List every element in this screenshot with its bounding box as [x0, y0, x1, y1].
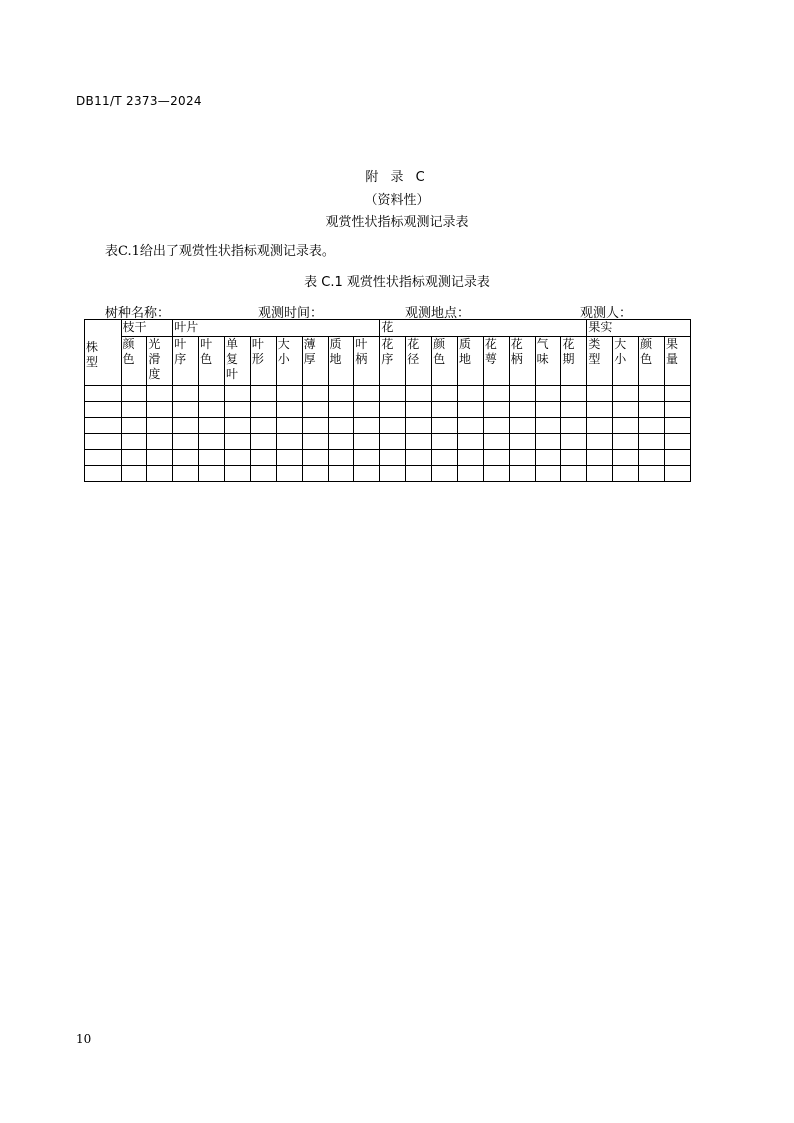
table-cell[interactable]: [457, 418, 483, 434]
table-cell[interactable]: [380, 402, 406, 418]
table-cell[interactable]: [587, 418, 613, 434]
column-header: 大小: [613, 337, 639, 386]
document-code: DB11/T 2373—2024: [76, 94, 202, 108]
table-cell[interactable]: [276, 418, 302, 434]
table-cell[interactable]: [613, 386, 639, 402]
table-cell[interactable]: [121, 418, 147, 434]
table-cell[interactable]: [406, 450, 432, 466]
table-cell[interactable]: [250, 418, 276, 434]
table-cell[interactable]: [147, 402, 173, 418]
table-cell[interactable]: [457, 450, 483, 466]
table-cell[interactable]: [328, 386, 354, 402]
table-cell[interactable]: [199, 450, 225, 466]
table-cell[interactable]: [457, 386, 483, 402]
table-cell[interactable]: [147, 450, 173, 466]
table-row: [85, 386, 691, 402]
column-header: 单复叶: [225, 337, 251, 386]
table-cell[interactable]: [225, 450, 251, 466]
table-cell[interactable]: [250, 450, 276, 466]
table-cell[interactable]: [121, 402, 147, 418]
table-cell[interactable]: [250, 386, 276, 402]
table-cell[interactable]: [121, 386, 147, 402]
table-cell[interactable]: [483, 418, 509, 434]
place-label: 观测地点：: [405, 306, 471, 321]
table-cell[interactable]: [561, 450, 587, 466]
table-cell[interactable]: [354, 402, 380, 418]
table-cell[interactable]: [276, 402, 302, 418]
table-cell[interactable]: [535, 466, 561, 482]
table-cell[interactable]: [613, 418, 639, 434]
observer-label: 观测人：: [580, 306, 633, 321]
column-header: 类型: [587, 337, 613, 386]
column-header: 叶色: [199, 337, 225, 386]
column-header: 叶形: [250, 337, 276, 386]
table-cell[interactable]: [664, 402, 690, 418]
table-cell[interactable]: [302, 466, 328, 482]
table-cell[interactable]: [276, 386, 302, 402]
table-cell[interactable]: [302, 450, 328, 466]
table-cell[interactable]: [302, 418, 328, 434]
table-cell[interactable]: [457, 402, 483, 418]
table-cell[interactable]: [354, 386, 380, 402]
table-cell[interactable]: [587, 466, 613, 482]
table-cell[interactable]: [587, 402, 613, 418]
table-cell[interactable]: [173, 434, 199, 450]
table-cell[interactable]: [354, 450, 380, 466]
table-cell[interactable]: [302, 386, 328, 402]
table-row: [85, 450, 691, 466]
table-cell[interactable]: [121, 434, 147, 450]
column-header: 颜色: [121, 337, 147, 386]
table-cell[interactable]: [199, 386, 225, 402]
column-header: 质地: [457, 337, 483, 386]
table-cell[interactable]: [483, 450, 509, 466]
table-cell[interactable]: [639, 434, 665, 450]
table-cell[interactable]: [173, 450, 199, 466]
table-cell[interactable]: [225, 466, 251, 482]
table-cell[interactable]: [406, 466, 432, 482]
table-cell[interactable]: [483, 466, 509, 482]
table-cell[interactable]: [328, 434, 354, 450]
table-cell[interactable]: [432, 418, 458, 434]
table-cell[interactable]: [85, 450, 122, 466]
table-cell[interactable]: [250, 466, 276, 482]
table-cell[interactable]: [276, 434, 302, 450]
table-cell[interactable]: [457, 434, 483, 450]
table-cell[interactable]: [225, 402, 251, 418]
table-cell[interactable]: [173, 418, 199, 434]
table-cell[interactable]: [354, 466, 380, 482]
column-header: 花期: [561, 337, 587, 386]
table-row: [85, 402, 691, 418]
column-label-row: [85, 337, 691, 386]
table-cell[interactable]: [85, 418, 122, 434]
table-cell[interactable]: [509, 434, 535, 450]
table-cell[interactable]: [561, 386, 587, 402]
table-cell[interactable]: [121, 466, 147, 482]
time-label: 观测时间：: [258, 306, 324, 321]
table-cell[interactable]: [432, 386, 458, 402]
table-cell[interactable]: [199, 434, 225, 450]
table-cell[interactable]: [328, 418, 354, 434]
table-cell[interactable]: [509, 466, 535, 482]
table-cell[interactable]: [354, 434, 380, 450]
table-cell[interactable]: [302, 434, 328, 450]
table-cell[interactable]: [561, 418, 587, 434]
table-cell[interactable]: [587, 450, 613, 466]
table-cell[interactable]: [199, 418, 225, 434]
table-cell[interactable]: [432, 402, 458, 418]
table-cell[interactable]: [406, 386, 432, 402]
plant-form-header: 株型: [85, 320, 122, 386]
table-cell[interactable]: [380, 434, 406, 450]
table-cell[interactable]: [664, 466, 690, 482]
table-cell[interactable]: [664, 386, 690, 402]
column-header: 气味: [535, 337, 561, 386]
table-cell[interactable]: [354, 418, 380, 434]
table-cell[interactable]: [639, 402, 665, 418]
appendix-name: 观赏性状指标观测记录表: [325, 215, 469, 230]
table-cell[interactable]: [587, 434, 613, 450]
column-header: 颜色: [639, 337, 665, 386]
table-cell[interactable]: [147, 418, 173, 434]
table-cell[interactable]: [406, 418, 432, 434]
table-cell[interactable]: [664, 450, 690, 466]
table-cell[interactable]: [406, 434, 432, 450]
table-cell[interactable]: [380, 418, 406, 434]
table-caption: 表 C.1 观赏性状指标观测记录表: [304, 275, 490, 290]
observation-record-table: [84, 319, 691, 482]
table-cell[interactable]: [121, 450, 147, 466]
table-row: [85, 434, 691, 450]
table-cell[interactable]: [225, 386, 251, 402]
table-cell[interactable]: [613, 402, 639, 418]
table-cell[interactable]: [613, 450, 639, 466]
column-header: 颜色: [432, 337, 458, 386]
intro-paragraph: 表C.1给出了观赏性状指标观测记录表。: [105, 244, 335, 259]
table-cell[interactable]: [509, 418, 535, 434]
table-cell[interactable]: [406, 402, 432, 418]
group-header-row: [85, 320, 691, 337]
table-cell[interactable]: [432, 450, 458, 466]
table-cell[interactable]: [535, 402, 561, 418]
table-cell[interactable]: [276, 450, 302, 466]
table-cell[interactable]: [639, 418, 665, 434]
column-header: 薄厚: [302, 337, 328, 386]
table-cell[interactable]: [173, 386, 199, 402]
table-cell[interactable]: [432, 434, 458, 450]
group-header-fruit: 果实: [587, 320, 691, 337]
table-cell[interactable]: [432, 466, 458, 482]
group-header-flower: 花: [380, 320, 587, 337]
table-cell[interactable]: [199, 466, 225, 482]
table-cell[interactable]: [147, 434, 173, 450]
column-header: 花序: [380, 337, 406, 386]
column-header: 质地: [328, 337, 354, 386]
table-cell[interactable]: [639, 466, 665, 482]
table-cell[interactable]: [85, 386, 122, 402]
table-row: [85, 418, 691, 434]
group-header-branch: 枝干: [121, 320, 173, 337]
column-header: 花柄: [509, 337, 535, 386]
page-number: 10: [76, 1032, 92, 1046]
table-cell[interactable]: [173, 466, 199, 482]
appendix-nature: （资料性）: [364, 193, 430, 208]
table-cell[interactable]: [302, 402, 328, 418]
table-cell[interactable]: [639, 386, 665, 402]
table-cell[interactable]: [328, 402, 354, 418]
table-cell[interactable]: [664, 418, 690, 434]
table-cell[interactable]: [199, 402, 225, 418]
table-cell[interactable]: [561, 466, 587, 482]
table-cell[interactable]: [457, 466, 483, 482]
table-cell[interactable]: [535, 418, 561, 434]
table-cell[interactable]: [328, 450, 354, 466]
column-header: 果量: [664, 337, 690, 386]
table-cell[interactable]: [483, 402, 509, 418]
table-cell[interactable]: [483, 386, 509, 402]
table-cell[interactable]: [85, 402, 122, 418]
table-cell[interactable]: [85, 466, 122, 482]
column-header: 光滑度: [147, 337, 173, 386]
table-cell[interactable]: [535, 434, 561, 450]
column-header: 花萼: [483, 337, 509, 386]
table-cell[interactable]: [535, 386, 561, 402]
table-cell[interactable]: [173, 402, 199, 418]
table-cell[interactable]: [85, 434, 122, 450]
group-header-leaf: 叶片: [173, 320, 380, 337]
table-cell[interactable]: [535, 450, 561, 466]
table-cell[interactable]: [639, 450, 665, 466]
table-cell[interactable]: [509, 386, 535, 402]
table-cell[interactable]: [276, 466, 302, 482]
table-cell[interactable]: [225, 434, 251, 450]
table-cell[interactable]: [509, 402, 535, 418]
column-header: 叶序: [173, 337, 199, 386]
table-cell[interactable]: [380, 450, 406, 466]
table-cell[interactable]: [250, 402, 276, 418]
table-cell[interactable]: [380, 386, 406, 402]
table-cell[interactable]: [225, 418, 251, 434]
table-cell[interactable]: [613, 466, 639, 482]
appendix-title: 附 录 C: [365, 170, 429, 185]
table-cell[interactable]: [147, 386, 173, 402]
table-cell[interactable]: [250, 434, 276, 450]
table-cell[interactable]: [587, 386, 613, 402]
table-cell[interactable]: [380, 466, 406, 482]
table-cell[interactable]: [509, 450, 535, 466]
column-header: 叶柄: [354, 337, 380, 386]
table-cell[interactable]: [483, 434, 509, 450]
table-cell[interactable]: [561, 434, 587, 450]
table-cell[interactable]: [147, 466, 173, 482]
table-cell[interactable]: [613, 434, 639, 450]
column-header: 花径: [406, 337, 432, 386]
table-cell[interactable]: [328, 466, 354, 482]
table-cell[interactable]: [561, 402, 587, 418]
column-header: 大小: [276, 337, 302, 386]
table-row: [85, 466, 691, 482]
table-cell[interactable]: [664, 434, 690, 450]
species-label: 树种名称：: [105, 306, 171, 321]
